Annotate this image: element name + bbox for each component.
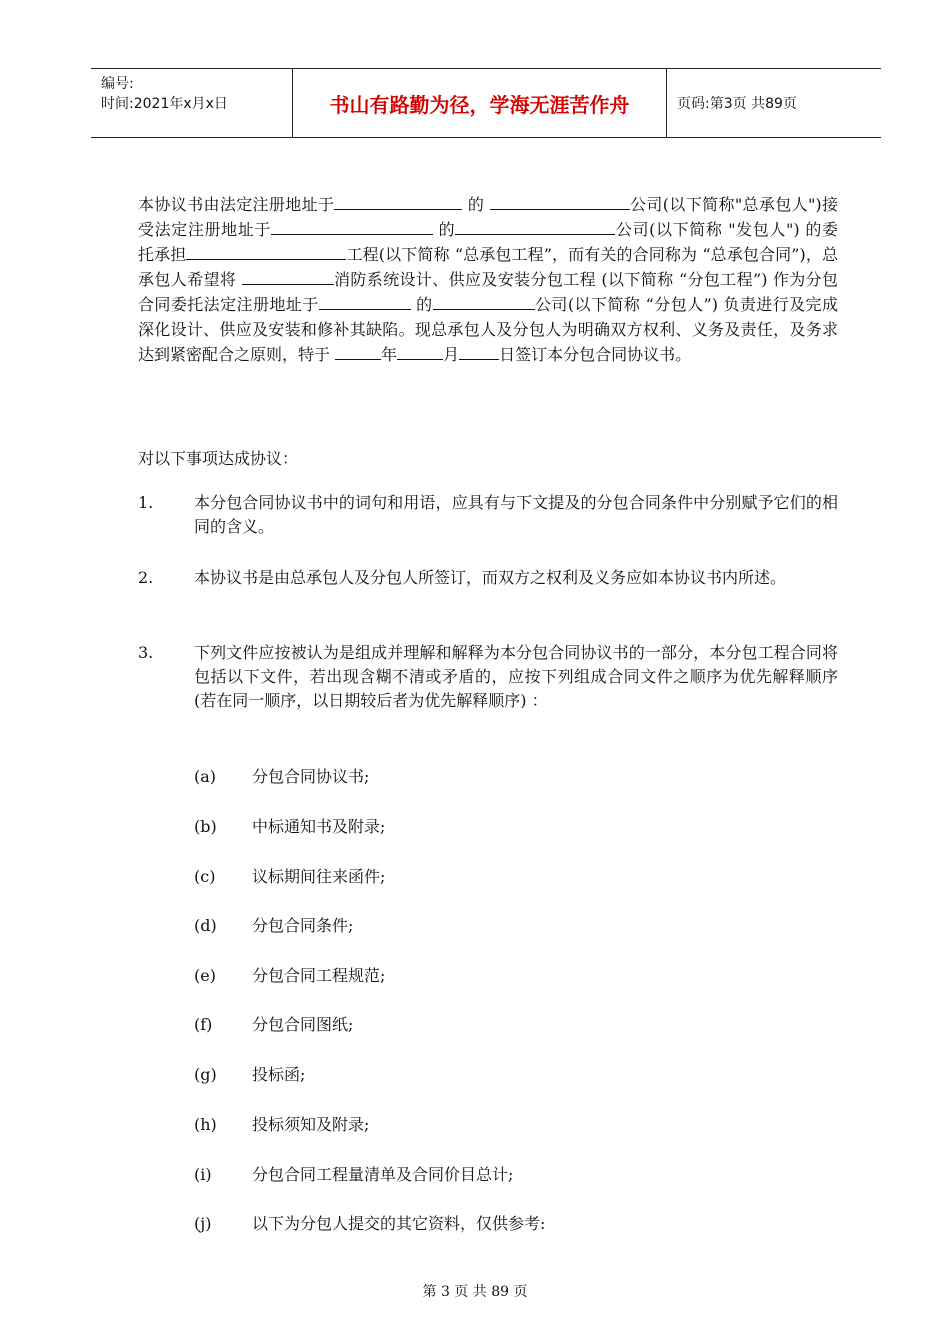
header-meta — [91, 69, 293, 137]
agree-heading: 对以下事项达成协议： — [138, 449, 299, 468]
blank-field — [490, 193, 630, 210]
list-item: 2. 本协议书是由总承包人及分包人所签订，而双方之权利及义务应如本协议书内所述。 — [138, 568, 787, 587]
header-slogan: 书山有路勤为径，学海无涯苦作舟 — [293, 69, 667, 137]
header-page-info: 页码:第3页 共89页 — [677, 96, 797, 112]
blank-field — [455, 218, 615, 235]
blank-field — [459, 343, 499, 360]
blank-field — [186, 243, 346, 260]
blank-field — [271, 218, 433, 235]
code-label: 编号: — [101, 76, 134, 92]
document-body: 本协议书由法定注册地址于 的 公司(以下简称"总承包人")接受法定注册地址于 的 公司(以下简称 "发包人") 的委托承担 工程(以下简称 “总承包工程”，而有关的合同称为 “总承包合同”)，总承包人希望将 消防系统设计、供应及安装分包工程 (以下简称 “分包工程”) 作为分包合同委托法定注册地址于 的 公司(以下简称 “分包人”) 负责进行及完成深化设计、供应及安装和修补其缺陷。现总承包人及分包人为明确双方权利、义务及责任，及务求达到紧密配合之原则，特于 年 月 日签订本分包合同协议书。 对以下事项达成协议： 1. 本分包合同协议书中的词句和用语，应具有与下文提及的分包合同条件中分别赋予它们的相同的含义。 2. 本协议书是由总承包人及分包人所签订，而双方之权利及义务应如本协议书内所述。 3. 下列文件应按被认为是组成并理解和解释为本分包合同协议书的一部分，本分包工程合同将包括以下文件，若出现含糊不清或矛盾的，应按下列组成合同文件之顺序为优先解释顺序(若在同一顺序，以日期较后者为优先解释顺序) ： (a) 分包合同协议书; (b) 中标通知书及附录; (c) 议标期间往来函件; (d) 分包合同条件; (e) 分包合同工程规范; (f) 分包合同图纸; (g) 投标函; (h) 投标须知及附录; (i) 分包合同工程量清单及合同价目总计; (j) 以下为分包人提交的其它资料，仅供参考: — [138, 192, 838, 367]
blank-field — [335, 343, 381, 360]
intro-paragraph: 本协议书由法定注册地址于 的 公司(以下简称"总承包人")接受法定注册地址于 的 公司(以下简称 "发包人") 的委托承担 工程(以下简称 “总承包工程”，而有关的合同称为 “总承包合同”)，总承包人希望将 消防系统设计、供应及安装分包工程 (以下简称 “分包工程”) 作为分包合同委托法定注册地址于 的 公司(以下简称 “分包人”) 负责进行及完成深化设计、供应及安装和修补其缺陷。现总承包人及分包人为明确双方权利、义务及责任，及务求达到紧密配合之原则，特于 年 月 日签订本分包合同协议书。 — [138, 195, 838, 364]
page-footer: 第 3 页 共 89 页 — [422, 1284, 528, 1300]
page-header — [91, 68, 881, 138]
date-label: 时间:2021年x月x日 — [101, 96, 228, 112]
blank-field — [397, 343, 443, 360]
list-item: 3. 下列文件应按被认为是组成并理解和解释为本分包合同协议书的一部分，本分包工程合同将包括以下文件，若出现含糊不清或矛盾的，应按下列组成合同文件之顺序为优先解释顺序(若在同一顺序，以日期较后者为优先解释顺序) ： — [138, 643, 838, 710]
blank-field — [334, 193, 462, 210]
blank-field — [242, 268, 334, 285]
blank-field — [433, 293, 535, 310]
list-item: 1. 本分包合同协议书中的词句和用语，应具有与下文提及的分包合同条件中分别赋予它们的相同的含义。 — [138, 493, 838, 536]
blank-field — [319, 293, 411, 310]
